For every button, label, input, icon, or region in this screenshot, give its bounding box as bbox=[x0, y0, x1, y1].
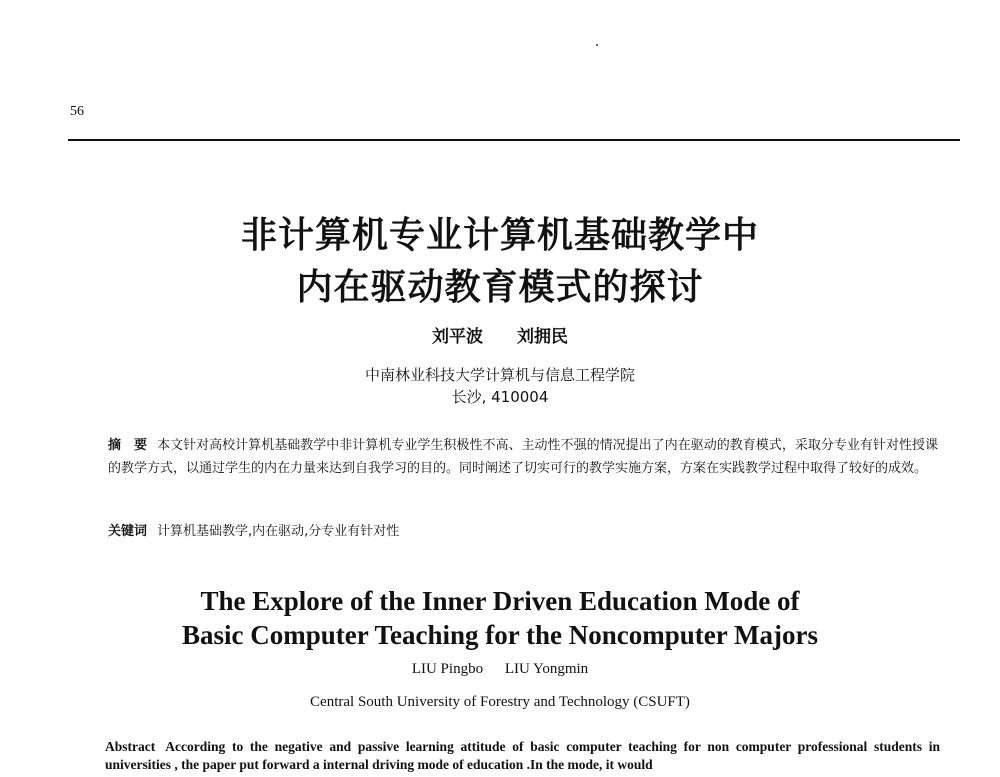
chinese-title-line-1: 非计算机专业计算机基础教学中 bbox=[240, 215, 759, 256]
english-title-line-2: Basic Computer Teaching for the Noncomputer Majors bbox=[182, 620, 818, 650]
chinese-keywords-label: 关键词 bbox=[108, 524, 148, 539]
english-abstract-text: According to the negative and passive learning attitude of basic computer teaching for non computer professional students in universities , the paper put forward a internal driving mode of education .In the mode, it would bbox=[105, 739, 940, 772]
chinese-title-line-2: 内在驱动教育模式的探讨 bbox=[296, 267, 704, 308]
chinese-abstract-label: 摘 要 bbox=[108, 438, 148, 453]
english-authors bbox=[0, 661, 1000, 678]
chinese-abstract-text: 本文针对高校计算机基础教学中非计算机专业学生积极性不高、主动性不强的情况提出了内在驱动的教育模式，采取分专业有针对性授课的教学方式，以通过学生的内在力量来达到自我学习的目的。同时阐述了切实可行的教学实施方案，方案在实践教学过程中取得了较好的成效。 bbox=[108, 438, 938, 476]
chinese-abstract bbox=[108, 434, 938, 480]
scan-speck bbox=[596, 44, 598, 46]
english-abstract-label: Abstract bbox=[105, 739, 156, 754]
chinese-authors bbox=[0, 322, 1000, 347]
chinese-affiliation: 中南林业科技大学计算机与信息工程学院 bbox=[364, 366, 635, 384]
chinese-keywords-text: 计算机基础教学,内在驱动,分专业有针对性 bbox=[157, 524, 400, 539]
chinese-affiliation-block bbox=[0, 364, 1000, 408]
chinese-title bbox=[0, 210, 1000, 314]
english-affiliation: Central South University of Forestry and Technology (CSUFT) bbox=[310, 694, 690, 710]
chinese-author-1: 刘平波 bbox=[432, 327, 484, 347]
english-abstract bbox=[105, 738, 940, 774]
english-title bbox=[0, 584, 1000, 652]
english-title-line-1: The Explore of the Inner Driven Education Mode of bbox=[200, 586, 800, 616]
chinese-address: 长沙, 410004 bbox=[451, 388, 549, 406]
english-author-1: LIU Pingbo bbox=[411, 661, 484, 677]
chinese-author-2: 刘拥民 bbox=[516, 327, 568, 347]
chinese-keywords bbox=[108, 520, 938, 539]
header-rule bbox=[68, 139, 960, 141]
english-author-2: LIU Yongmin bbox=[504, 661, 589, 677]
page-number: 56 bbox=[70, 104, 84, 119]
